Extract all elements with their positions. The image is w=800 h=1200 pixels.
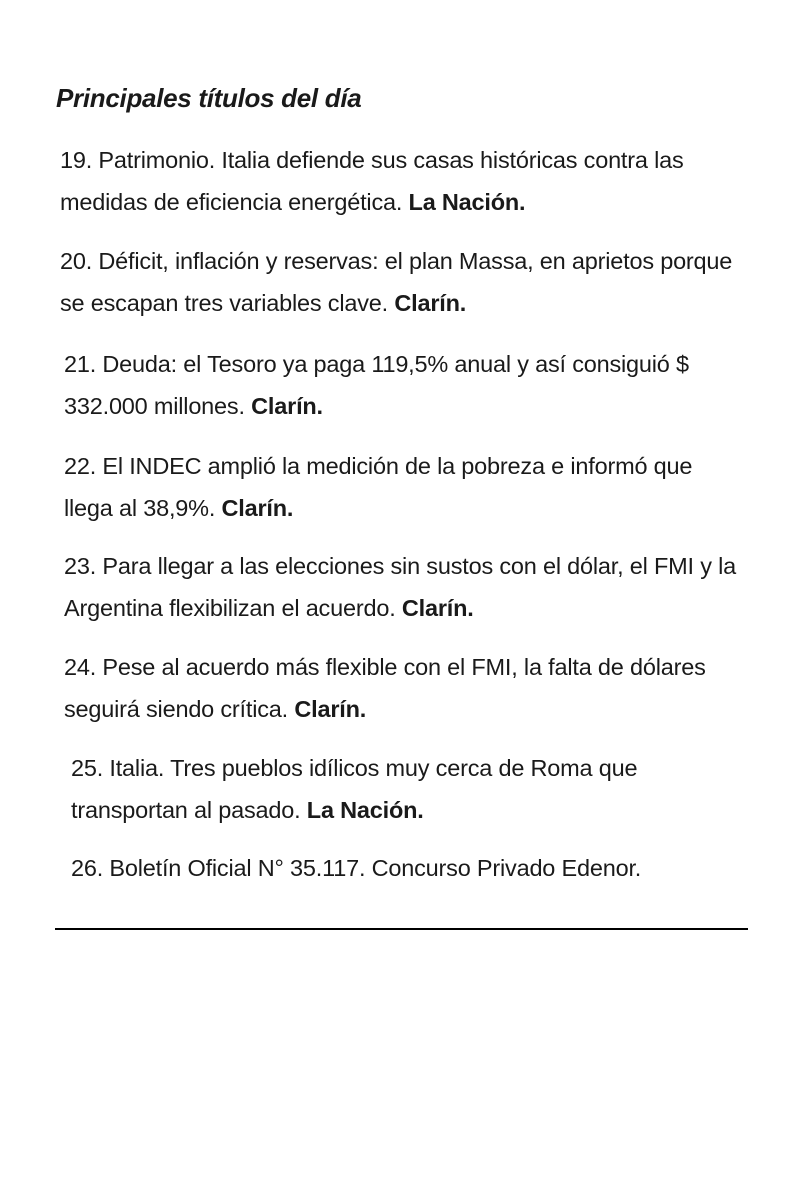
headline-item-25 (71, 747, 721, 831)
headline-text: 25. Italia. Tres pueblos idílicos muy cerca de Roma que transportan al pasado. (71, 755, 638, 823)
section-heading: Principales títulos del día (56, 83, 362, 113)
headline-text: 22. El INDEC amplió la medición de la pobreza e informó que llega al 38,9%. (64, 453, 693, 521)
headline-item-21 (64, 343, 754, 427)
headline-source: Clarín. (401, 595, 474, 621)
headline-source: Clarín. (294, 696, 367, 722)
headline-text: 19. Patrimonio. Italia defiende sus casas históricas contra las medidas de eficiencia energética. (60, 147, 684, 215)
headline-item-24 (64, 646, 714, 730)
headline-item-19 (60, 139, 760, 223)
headline-item-22 (64, 445, 724, 529)
divider-line (55, 928, 748, 930)
headline-text: 21. Deuda: el Tesoro ya paga 119,5% anual y así consiguió $ 332.000 millones. (64, 351, 689, 419)
headline-item-26 (71, 847, 771, 889)
headline-source: Clarín. (394, 290, 467, 316)
headline-text: 24. Pese al acuerdo más flexible con el FMI, la falta de dólares seguirá siendo crítica. (64, 654, 706, 722)
headline-source: La Nación. (408, 189, 526, 215)
headline-text: 23. Para llegar a las elecciones sin sustos con el dólar, el FMI y la Argentina flexibilizan el acuerdo. (64, 553, 736, 621)
headline-source: Clarín. (221, 495, 294, 521)
headline-item-23 (64, 545, 764, 629)
headline-item-20 (60, 240, 750, 324)
headline-text: 26. Boletín Oficial N° 35.117. Concurso Privado Edenor. (71, 855, 642, 881)
headline-text: 20. Déficit, inflación y reservas: el plan Massa, en aprietos porque se escapan tres variables clave. (60, 248, 733, 316)
headline-source: La Nación. (306, 797, 424, 823)
headline-source: Clarín. (251, 393, 323, 419)
